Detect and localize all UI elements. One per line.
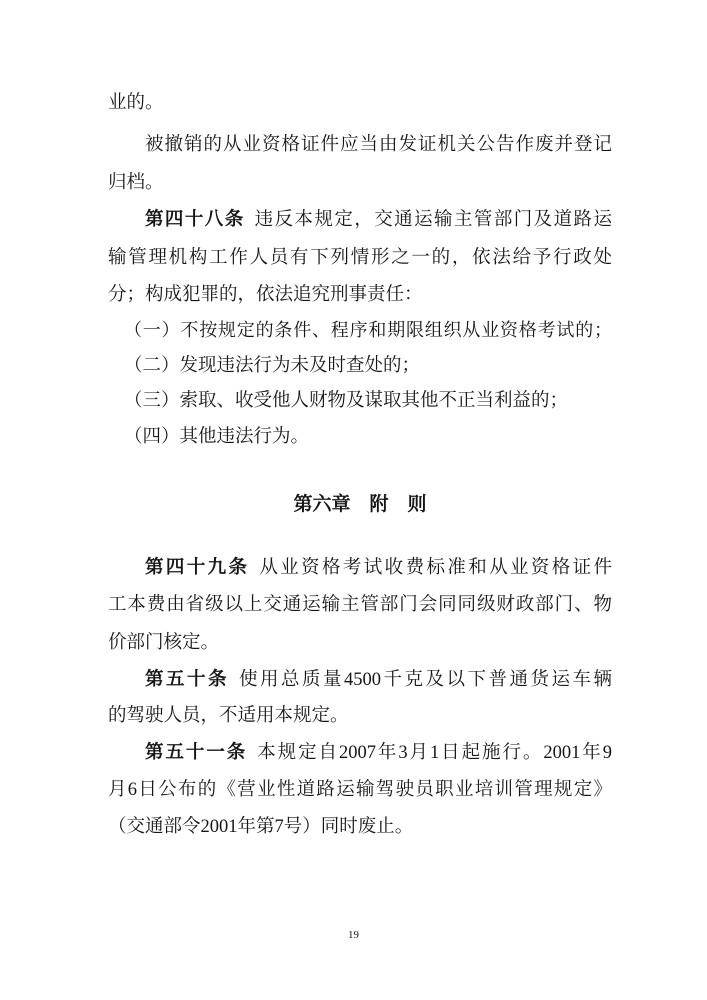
article-text: 从业资格考试收费标准和从业资格证件 — [259, 558, 612, 578]
article-51-line — [145, 741, 612, 765]
paragraph-line: 被撤销的从业资格证件应当由发证机关公告作废并登记 — [145, 135, 612, 155]
list-item: （三）索取、收受他人财物及谋取其他不正当利益的； — [124, 391, 569, 411]
list-item: （二）发现违法行为未及时查处的； — [124, 356, 421, 376]
paragraph-line: 工本费由省级以上交通运输主管部门会同同级财政部门、物 — [108, 595, 612, 615]
article-49-line — [145, 556, 612, 580]
page-number: 19 — [348, 929, 359, 941]
article-text: 本规定自2007年3月1日起施行。2001年9 — [257, 743, 612, 763]
article-label: 第四十九条 — [145, 558, 250, 578]
list-item: （一）不按规定的条件、程序和期限组织从业资格考试的； — [124, 320, 612, 340]
article-text: 使用总质量4500千克及以下普通货运车辆 — [239, 670, 612, 690]
paragraph-line: （交通部令2001年第7号）同时废止。 — [108, 817, 414, 837]
paragraph-line: 价部门核定。 — [108, 633, 220, 653]
article-48-line — [145, 208, 612, 232]
article-label: 第五十一条 — [145, 743, 248, 763]
paragraph-line: 业的。 — [108, 93, 164, 113]
paragraph-line: 归档。 — [108, 173, 164, 193]
paragraph-line: 月6日公布的《营业性道路运输驾驶员职业培训管理规定》 — [108, 780, 612, 800]
paragraph-line: 输管理机构工作人员有下列情形之一的，依法给予行政处 — [108, 248, 612, 268]
paragraph-line: 的驾驶人员，不适用本规定。 — [108, 706, 349, 726]
chapter-heading: 第六章 附 则 — [293, 494, 427, 515]
article-label: 第五十条 — [145, 670, 229, 690]
article-text: 违反本规定，交通运输主管部门及道路运 — [254, 210, 612, 230]
list-item: （四）其他违法行为。 — [124, 427, 310, 447]
paragraph-line: 分；构成犯罪的，依法追究刑事责任： — [108, 285, 423, 305]
article-label: 第四十八条 — [145, 210, 245, 230]
article-50-line — [145, 668, 612, 692]
